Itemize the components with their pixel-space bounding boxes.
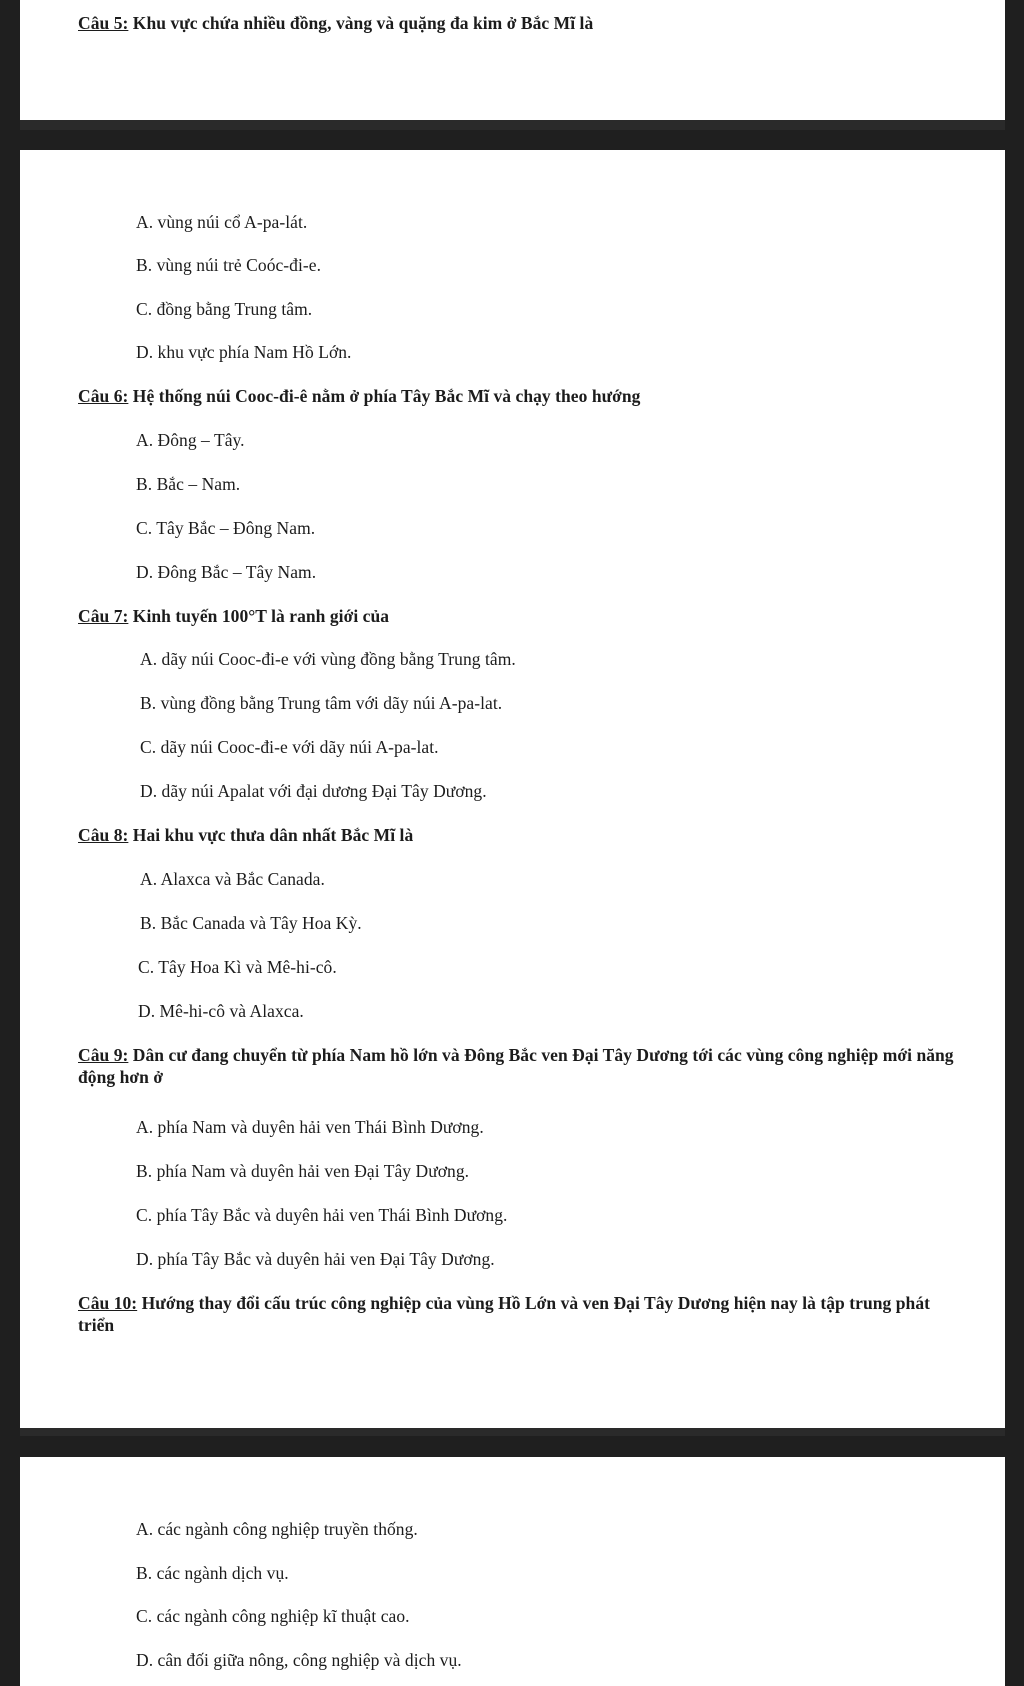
question-10-option-d: D. cân đối giữa nông, công nghiệp và dịch vụ. xyxy=(136,1650,462,1670)
question-6-option-d: D. Đông Bắc – Tây Nam. xyxy=(136,562,317,582)
question-8-option-a: A. Alaxca và Bắc Canada. xyxy=(140,869,325,889)
question-8-number: Câu 8: xyxy=(78,825,129,845)
question-5 xyxy=(78,12,965,34)
document-page-2 xyxy=(20,150,1005,1428)
question-6-option-a: A. Đông – Tây. xyxy=(136,430,245,450)
question-9-option-a: A. phía Nam và duyên hải ven Thái Bình Dương. xyxy=(136,1117,484,1137)
question-10 xyxy=(78,1292,965,1336)
question-9-text: Dân cư đang chuyển từ phía Nam hồ lớn và Đông Bắc ven Đại Tây Dương tới các vùng công nghiệp mới năng động hơn ở xyxy=(78,1045,954,1087)
question-5-option-a: A. vùng núi cổ A-pa-lát. xyxy=(136,212,308,232)
question-7 xyxy=(78,605,965,627)
question-10-option-a: A. các ngành công nghiệp truyền thống. xyxy=(136,1519,418,1539)
question-8-option-d: D. Mê-hi-cô và Alaxca. xyxy=(138,1001,304,1021)
page-seam xyxy=(20,120,1005,130)
question-9-option-d: D. phía Tây Bắc và duyên hải ven Đại Tây Dương. xyxy=(136,1249,495,1269)
question-6-option-b: B. Bắc – Nam. xyxy=(136,474,241,494)
question-5-text: Khu vực chứa nhiều đồng, vàng và quặng đa kim ở Bắc Mĩ là xyxy=(128,13,594,33)
question-7-number: Câu 7: xyxy=(78,606,129,626)
question-7-option-d: D. dãy núi Apalat với đại dương Đại Tây Dương. xyxy=(140,781,487,801)
question-9-option-c: C. phía Tây Bắc và duyên hải ven Thái Bình Dương. xyxy=(136,1205,508,1225)
question-8-option-b: B. Bắc Canada và Tây Hoa Kỳ. xyxy=(140,913,362,933)
question-5-option-b: B. vùng núi trẻ Coóc-đi-e. xyxy=(136,255,322,275)
question-5-number: Câu 5: xyxy=(78,13,129,33)
question-9-option-b: B. phía Nam và duyên hải ven Đại Tây Dương. xyxy=(136,1161,470,1181)
question-8-option-c: C. Tây Hoa Kì và Mê-hi-cô. xyxy=(138,957,337,977)
question-10-option-b: B. các ngành dịch vụ. xyxy=(136,1563,289,1583)
question-8 xyxy=(78,824,965,846)
question-10-text: Hướng thay đổi cấu trúc công nghiệp của vùng Hồ Lớn và ven Đại Tây Dương hiện nay là tập trung phát triển xyxy=(78,1293,930,1335)
question-8-text: Hai khu vực thưa dân nhất Bắc Mĩ là xyxy=(128,825,414,845)
page-seam xyxy=(20,1428,1005,1436)
question-7-text: Kinh tuyến 100°T là ranh giới của xyxy=(128,606,390,626)
question-10-option-c: C. các ngành công nghiệp kĩ thuật cao. xyxy=(136,1606,410,1626)
question-7-option-c: C. dãy núi Cooc-đi-e với dãy núi A-pa-lat. xyxy=(140,737,439,757)
question-5-option-d: D. khu vực phía Nam Hồ Lớn. xyxy=(136,342,352,362)
question-10-number: Câu 10: xyxy=(78,1293,138,1313)
question-5-option-c: C. đồng bằng Trung tâm. xyxy=(136,299,313,319)
question-9-number: Câu 9: xyxy=(78,1045,129,1065)
question-7-option-a: A. dãy núi Cooc-đi-e với vùng đồng bằng Trung tâm. xyxy=(140,649,516,669)
question-6-option-c: C. Tây Bắc – Đông Nam. xyxy=(136,518,316,538)
question-6 xyxy=(78,385,965,407)
question-6-text: Hệ thống núi Cooc-đi-ê nằm ở phía Tây Bắc Mĩ và chạy theo hướng xyxy=(128,386,641,406)
document-page-3 xyxy=(20,1457,1005,1686)
question-9 xyxy=(78,1044,965,1088)
question-7-option-b: B. vùng đồng bằng Trung tâm với dãy núi A-pa-lat. xyxy=(140,693,503,713)
document-page-1 xyxy=(20,0,1005,120)
question-6-number: Câu 6: xyxy=(78,386,129,406)
